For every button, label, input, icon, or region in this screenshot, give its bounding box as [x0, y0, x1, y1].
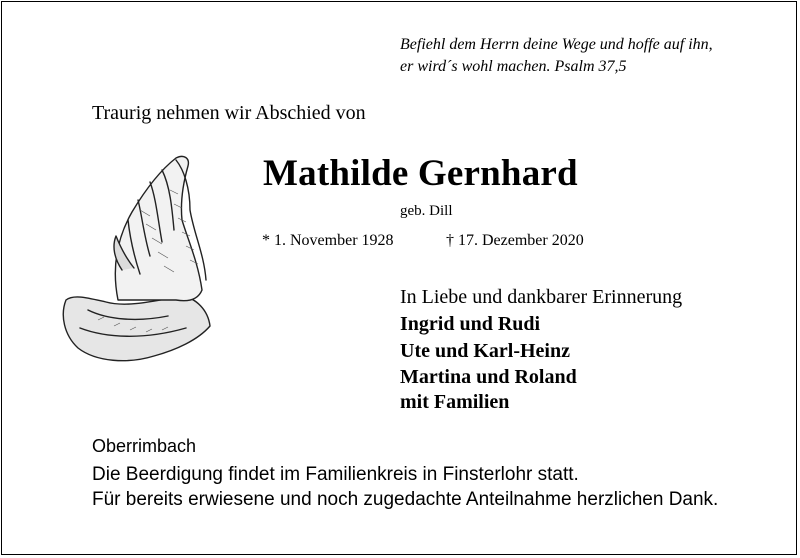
place-name: Oberrimbach [92, 436, 197, 456]
mourners-heading: In Liebe und dankbarer Erinnerung [400, 286, 683, 308]
birth-date: * 1. November 1928 [262, 232, 394, 249]
deceased-name: Mathilde Gernhard [263, 153, 578, 194]
death-date: † 17. Dezember 2020 [446, 232, 584, 249]
intro-text: Traurig nehmen wir Abschied von [92, 102, 366, 124]
maiden-name: geb. Dill [400, 203, 453, 219]
thanks-note: Für bereits erwiesene und noch zugedachte Anteilnahme herzlichen Dank. [92, 489, 719, 510]
psalm-line-1: Befiehl dem Herrn deine Wege und hoffe auf ihn, [400, 36, 713, 53]
mourner-name: Martina und Roland [400, 366, 577, 388]
praying-hands-icon [58, 150, 220, 382]
mourner-name: Ingrid und Rudi [400, 313, 541, 335]
mourner-name: mit Familien [400, 391, 510, 413]
funeral-note: Die Beerdigung findet im Familienkreis in Finsterlohr statt. [92, 464, 579, 485]
psalm-line-2: er wird´s wohl machen. Psalm 37,5 [400, 58, 627, 75]
mourner-name: Ute und Karl-Heinz [400, 340, 570, 362]
psalm-quote [400, 34, 713, 78]
